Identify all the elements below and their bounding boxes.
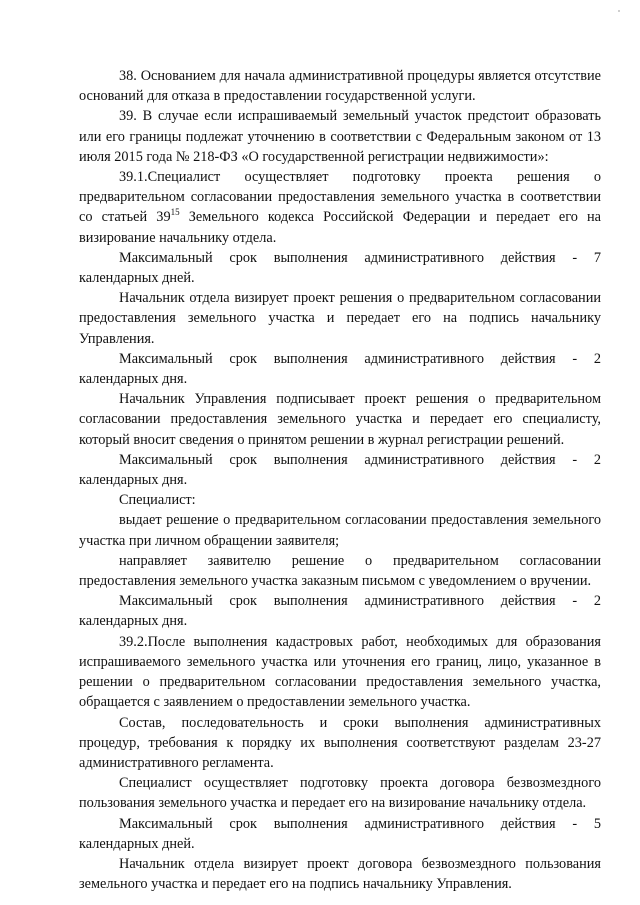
paragraph-39-2: 39.2.После выполнения кадастровых работ, необходимых для образования испрашиваемого земельного участка или уточнения его границ, лицо, указанное в решении о предварительном согласовании предоставления земельного участка, обращается с заявлением о предоставлении земельного участка. — [79, 633, 601, 711]
paragraph-39: 39. В случае если испрашиваемый земельный участок предстоит образовать или его границы подлежат уточнению в соответствии с Федеральным законом от 13 июля 2015 года № 218-ФЗ «О государственной регистрации недвижимости»: — [79, 108, 601, 165]
paragraph: Специалист осуществляет подготовку проекта договора безвозмездного пользования земельного участка и передает его на визирование начальнику отдела. — [79, 775, 601, 812]
article-superscript: 15 — [170, 207, 180, 218]
deadline-paragraph: Максимальный срок выполнения административного действия - 2 календарных дня. — [79, 593, 601, 630]
paragraph-39-1-text-before: 39.1.Специалист осуществляет подготовку проекта решения о предварительном согласовании предоставления земельного участка в соответствии со статьей 39 — [79, 169, 601, 226]
paragraph: Специалист: — [119, 492, 196, 509]
paragraph-39-1-text-after: Земельного кодекса Российской Федерации и передает его на визирование начальнику отдела. — [79, 209, 602, 246]
deadline-paragraph: Максимальный срок выполнения административного действия - 5 календарных дней. — [79, 815, 601, 852]
paragraph-39-1 — [79, 167, 601, 248]
document-body — [79, 66, 601, 894]
paragraph: Состав, последовательность и сроки выполнения административных процедур, требования к порядку их выполнения соответствуют разделам 23-27 административного регламента. — [79, 714, 601, 771]
deadline-paragraph: Максимальный срок выполнения административного действия - 2 календарных дня. — [79, 451, 601, 489]
paragraph: Начальник Управления подписывает проект решения о предварительном согласовании предоставления земельного участка и передает его специалисту, который вносит сведения о принятом решении в журнал регистрации решений. — [79, 391, 601, 448]
scan-speck — [618, 10, 620, 12]
paragraph: Начальник отдела визирует проект договора безвозмездного пользования земельного участка и передает его на подпись начальнику Управления. — [79, 855, 601, 893]
deadline-paragraph: Максимальный срок выполнения административного действия - 2 календарных дня. — [79, 350, 601, 388]
paragraph: Начальник отдела визирует проект решения о предварительном согласовании предоставления земельного участка и передает его на подпись начальнику Управления. — [79, 290, 601, 347]
list-item: направляет заявителю решение о предварительном согласовании предоставления земельного участка заказным письмом с уведомлением о вручении. — [79, 552, 601, 590]
deadline-paragraph: Максимальный срок выполнения административного действия - 7 календарных дней. — [79, 249, 601, 287]
list-item: выдает решение о предварительном согласовании предоставления земельного участка при личном обращении заявителя; — [79, 512, 601, 549]
paragraph-38: 38. Основанием для начала административной процедуры является отсутствие оснований для отказа в предоставлении государственной услуги. — [79, 68, 601, 105]
